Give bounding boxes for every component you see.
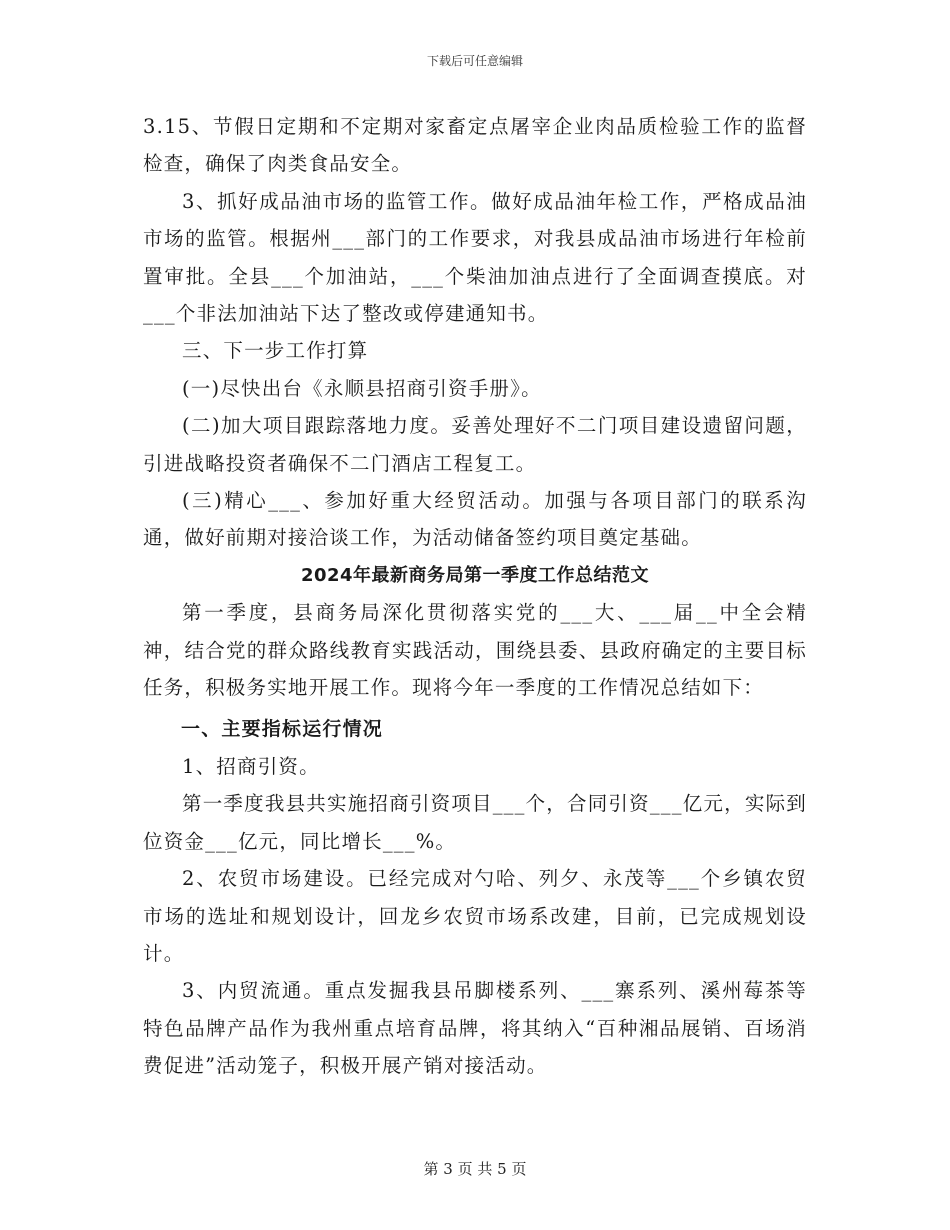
list-item-3: (三)精心___、参加好重大经贸活动。加强与各项目部门的联系沟通，做好前期对接洽谈工作，为活动储备签约项目奠定基础。 [143, 489, 807, 550]
paragraph-oil-market: 3、抓好成品油市场的监管工作。做好成品油年检工作，严格成品油市场的监管。根据州___部门的工作要求，对我县成品油市场进行年检前置审批。全县___个加油站，___个柴油加油点进行了全面调查摸底。对___个非法加油站下达了整改或停建通知书。 [143, 189, 807, 326]
paragraph-investment: 第一季度我县共实施招商引资项目___个，合同引资___亿元，实际到位资金___亿元，同比增长___%。 [143, 792, 807, 853]
page-footer: 第 3 页 共 5 页 [423, 1160, 527, 1178]
subheading-investment: 1、招商引资。 [182, 754, 320, 778]
page-header: 下载后可任意编辑 [426, 54, 523, 68]
paragraph-domestic-trade: 3、内贸流通。重点发掘我县吊脚楼系列、___寨系列、溪州莓茶等特色品牌产品作为我州重点培育品牌，将其纳入“百种湘品展销、百场消费促进”活动笼子，积极开展产销对接活动。 [143, 979, 807, 1078]
list-item-2: (二)加大项目跟踪落地力度。妥善处理好不二门项目建设遗留问题，引进战略投资者确保不二门酒店工程复工。 [143, 414, 807, 475]
paragraph-farmers-market: 2、农贸市场建设。已经完成对勺哈、列夕、永茂等___个乡镇农贸市场的选址和规划设计，回龙乡农贸市场系改建，目前，已完成规划设计。 [143, 867, 807, 965]
section-heading-indicators: 一、主要指标运行情况 [181, 717, 384, 740]
list-item-1: (一)尽快出台《永顺县招商引资手册》。 [182, 376, 542, 400]
paragraph-intro: 第一季度，县商务局深化贯彻落实党的___大、___届__中全会精神，结合党的群众路线教育实践活动，围绕县委、县政府确定的主要目标任务，积极务实地开展工作。现将今年一季度的工作情况总结如下： [143, 601, 807, 700]
document-body [143, 108, 807, 1085]
paragraph-meat-inspection: 3.15、节假日定期和不定期对家畜定点屠宰企业肉品质检验工作的监督检查，确保了肉类食品安全。 [143, 115, 807, 176]
heading-next-steps: 三、下一步工作打算 [182, 339, 369, 363]
document-title: 2024年最新商务局第一季度工作总结范文 [300, 564, 650, 586]
